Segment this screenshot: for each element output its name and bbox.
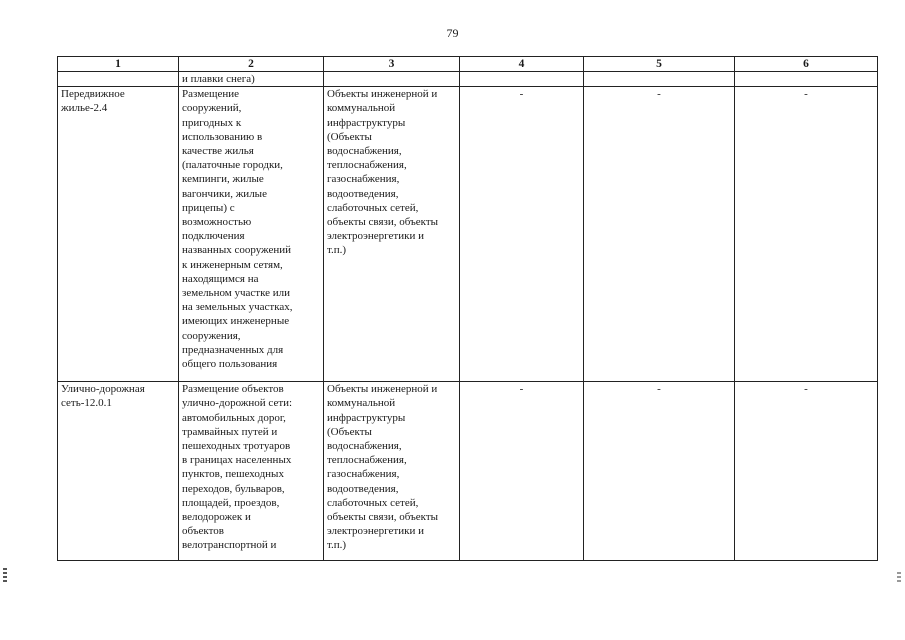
page-number: 79 bbox=[446, 26, 459, 40]
table-cell: - bbox=[584, 87, 735, 382]
table-cell: - bbox=[584, 382, 735, 561]
table-cell: и плавки снега) bbox=[179, 72, 324, 87]
table-cell-use-type: Улично-дорожная сеть-12.0.1 bbox=[58, 382, 179, 561]
column-header-2: 2 bbox=[179, 57, 324, 72]
column-header-6: 6 bbox=[735, 57, 878, 72]
scan-edge-mark-right bbox=[897, 572, 901, 584]
table-header-row bbox=[58, 57, 878, 72]
table-cell-use-type: Передвижное жилье-2.4 bbox=[58, 87, 179, 382]
table-cell-description: Размещение сооружений, пригодных к использованию в качестве жилья (палаточные городки, кемпинги, жилые вагончики, жилые прицепы) с возможностью подключения названных сооружений к инженерным сетям, находящимся на земельном участке или на земельных участках, имеющих инженерные сооружения, предназначенных для общего пользования bbox=[179, 87, 324, 382]
table-row bbox=[58, 382, 878, 561]
table-cell bbox=[460, 72, 584, 87]
table-cell bbox=[324, 72, 460, 87]
table-cell: - bbox=[735, 87, 878, 382]
table-cell-auxiliary-uses: Объекты инженерной и коммунальной инфраструктуры (Объекты водоснабжения, теплоснабжения, газоснабжения, водоотведения, слаботочных сетей, объекты связи, объекты электроэнергетики и т.п.) bbox=[324, 87, 460, 382]
table-row bbox=[58, 87, 878, 382]
column-header-5: 5 bbox=[584, 57, 735, 72]
table-cell bbox=[584, 72, 735, 87]
table-cell bbox=[58, 72, 179, 87]
table-cell bbox=[735, 72, 878, 87]
table-cell: - bbox=[460, 87, 584, 382]
scan-edge-mark-left bbox=[3, 568, 7, 584]
table-cell-description: Размещение объектов улично-дорожной сети: автомобильных дорог, трамвайных путей и пешеходных тротуаров в границах населенных пунктов, пешеходных переходов, бульваров, площадей, проездов, велодорожек и объектов велотранспортной и bbox=[179, 382, 324, 561]
table-cell: - bbox=[735, 382, 878, 561]
column-header-4: 4 bbox=[460, 57, 584, 72]
column-header-3: 3 bbox=[324, 57, 460, 72]
zoning-table bbox=[57, 56, 878, 561]
table-cell-auxiliary-uses: Объекты инженерной и коммунальной инфраструктуры (Объекты водоснабжения, теплоснабжения, газоснабжения, водоотведения, слаботочных сетей, объекты связи, объекты электроэнергетики и т.п.) bbox=[324, 382, 460, 561]
column-header-1: 1 bbox=[58, 57, 179, 72]
table-cell: - bbox=[460, 382, 584, 561]
table-row-continuation bbox=[58, 72, 878, 87]
